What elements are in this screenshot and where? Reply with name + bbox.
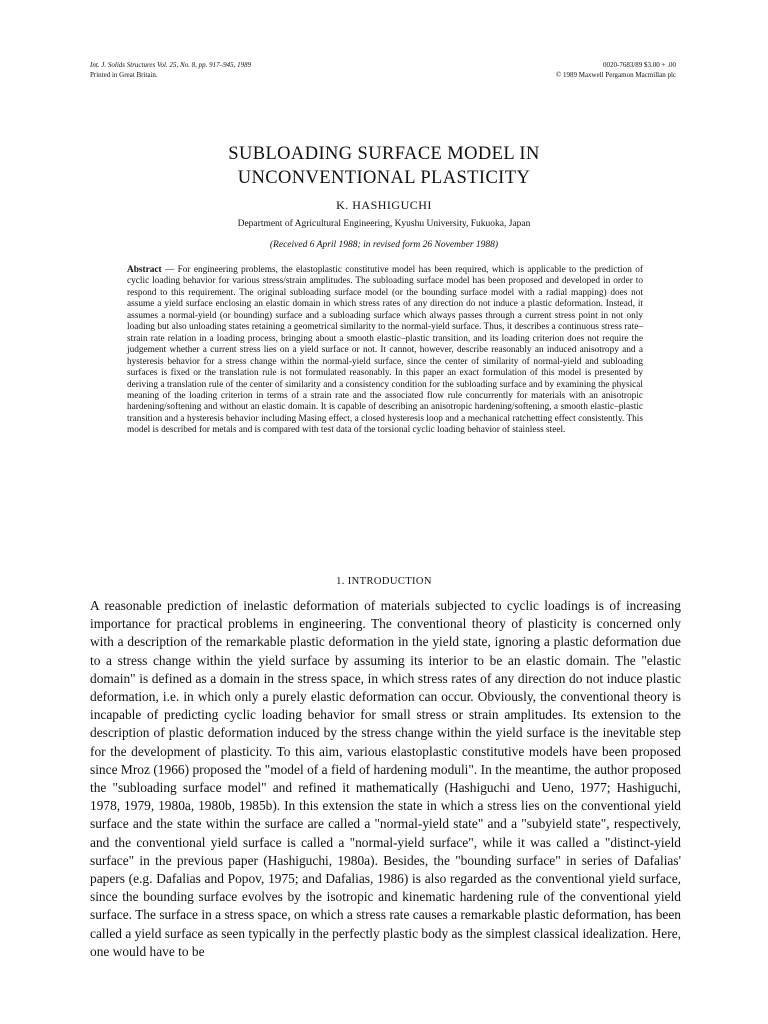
paper-title — [0, 142, 768, 190]
author-name: K. HASHIGUCHI — [336, 198, 432, 212]
article-code: 0020-7683/89 $3.00 + .00 — [603, 61, 676, 69]
copyright-notice: © 1989 Maxwell Pergamon Macmillan plc — [555, 71, 676, 79]
introduction-body — [90, 597, 681, 961]
printed-in: Printed in Great Britain. — [90, 71, 158, 79]
publisher-header — [556, 60, 676, 80]
title-line-2: UNCONVENTIONAL PLASTICITY — [237, 168, 531, 188]
abstract-text: — For engineering problems, the elastoplastic constitutive model has been required, which is applicable to the prediction of cyclic loading behavior for various stress/strain amplitudes. The subloading surface model has been proposed and developed in order to respond to this requirement. The original subloading surface model (or the bounding surface model with a radial mapping) does not assume a yield surface enclosing an elastic domain in which stress rates of any direction do not induce a plastic deformation. Instead, it assumes a normal-yield (or bounding) surface and a subloading surface which always passes through a current stress point in not only loading but also unloading states retaining a geometrical similarity to the normal-yield surface. Thus, it describes a continuous stress rate–strain rate relation in a loading process, bringing about a smooth elastic–plastic transition, and its loading criterion does not require the judgement whether a current stress lies on a yield surface or not. It cannot, however, describe reasonably an induced anisotropy and a hysteresis behavior for a stress change within the normal-yield surface, since the center of similarity of normal-yield and subloading surfaces is fixed or the translation rule is not formulated reasonably. In this paper an exact formulation of this model is presented by deriving a translation rule of the center of similarity and a consistency condition for the subloading surface and by examining the physical meaning of the loading criterion in terms of a strain rate and the associated flow rule concurrently for materials with an anisotropic hardening/softening and without an elastic domain. It is capable of describing an anisotropic hardening/softening, a smooth elastic–plastic transition and a hysteresis behavior including Masing effect, a closed hysteresis loop and a mechanical ratchetting effect consistently. This model is described for metals and is compared with test data of the torsional cyclic loading behavior of stainless steel. — [127, 265, 643, 436]
abstract-label: Abstract — [127, 265, 162, 275]
received-dates: (Received 6 April 1988; in revised form 26 November 1988) — [269, 240, 499, 250]
introduction-paragraph: A reasonable prediction of inelastic deformation of materials subjected to cyclic loadings is of increasing importance for practical problems in engineering. The conventional theory of plasticity is concerned only with a description of the remarkable plastic deformation in the yield state, ignoring a plastic deformation due to a stress change within the yield surface by assuming its interior to be an elastic domain. The "elastic domain" is defined as a domain in the stress space, in which stress rates of any direction do not induce plastic deformation, i.e. in which only a purely elastic deformation can occur. Obviously, the conventional theory is incapable of predicting cyclic loading behavior for small stress or strain amplitudes. Its extension to the description of plastic deformation induced by the stress change within the yield surface is the inevitable step for the development of plasticity. To this aim, various elastoplastic constitutive models have been proposed since Mroz (1966) proposed the "model of a field of hardening moduli". In the meantime, the author proposed the "subloading surface model" and refined it mathematically (Hashiguchi and Ueno, 1977; Hashiguchi, 1978, 1979, 1980a, 1980b, 1985b). In this extension the state in which a stress lies on the conventional yield surface and the state within the surface are called a "normal-yield state" and a "subyield state", respectively, and the conventional yield surface is called a "normal-yield surface", while it was called a "distinct-yield surface" in the previous paper (Hashiguchi, 1980a). Besides, the "bounding surface" in series of Dafalias' papers (e.g. Dafalias and Popov, 1975; and Dafalias, 1986) is also regarded as the conventional yield surface, since the bounding surface evolves by the isotropic and kinematic hardening rule of the conventional yield surface. The surface in a stress space, on which a stress rate causes a remarkable plastic deformation, has been called a yield surface as seen typically in the perfectly plastic body as the simplest classical idealization. Here, one would have to be — [90, 598, 681, 959]
abstract — [127, 265, 643, 437]
journal-header — [90, 60, 251, 80]
section-heading: 1. INTRODUCTION — [336, 576, 432, 587]
journal-citation: Int. J. Solids Structures Vol. 25, No. 8, pp. 917–945, 1989 — [90, 61, 252, 69]
author-affiliation: Department of Agricultural Engineering, Kyushu University, Fukuoka, Japan — [237, 219, 531, 229]
title-line-1: SUBLOADING SURFACE MODEL IN — [228, 144, 540, 164]
